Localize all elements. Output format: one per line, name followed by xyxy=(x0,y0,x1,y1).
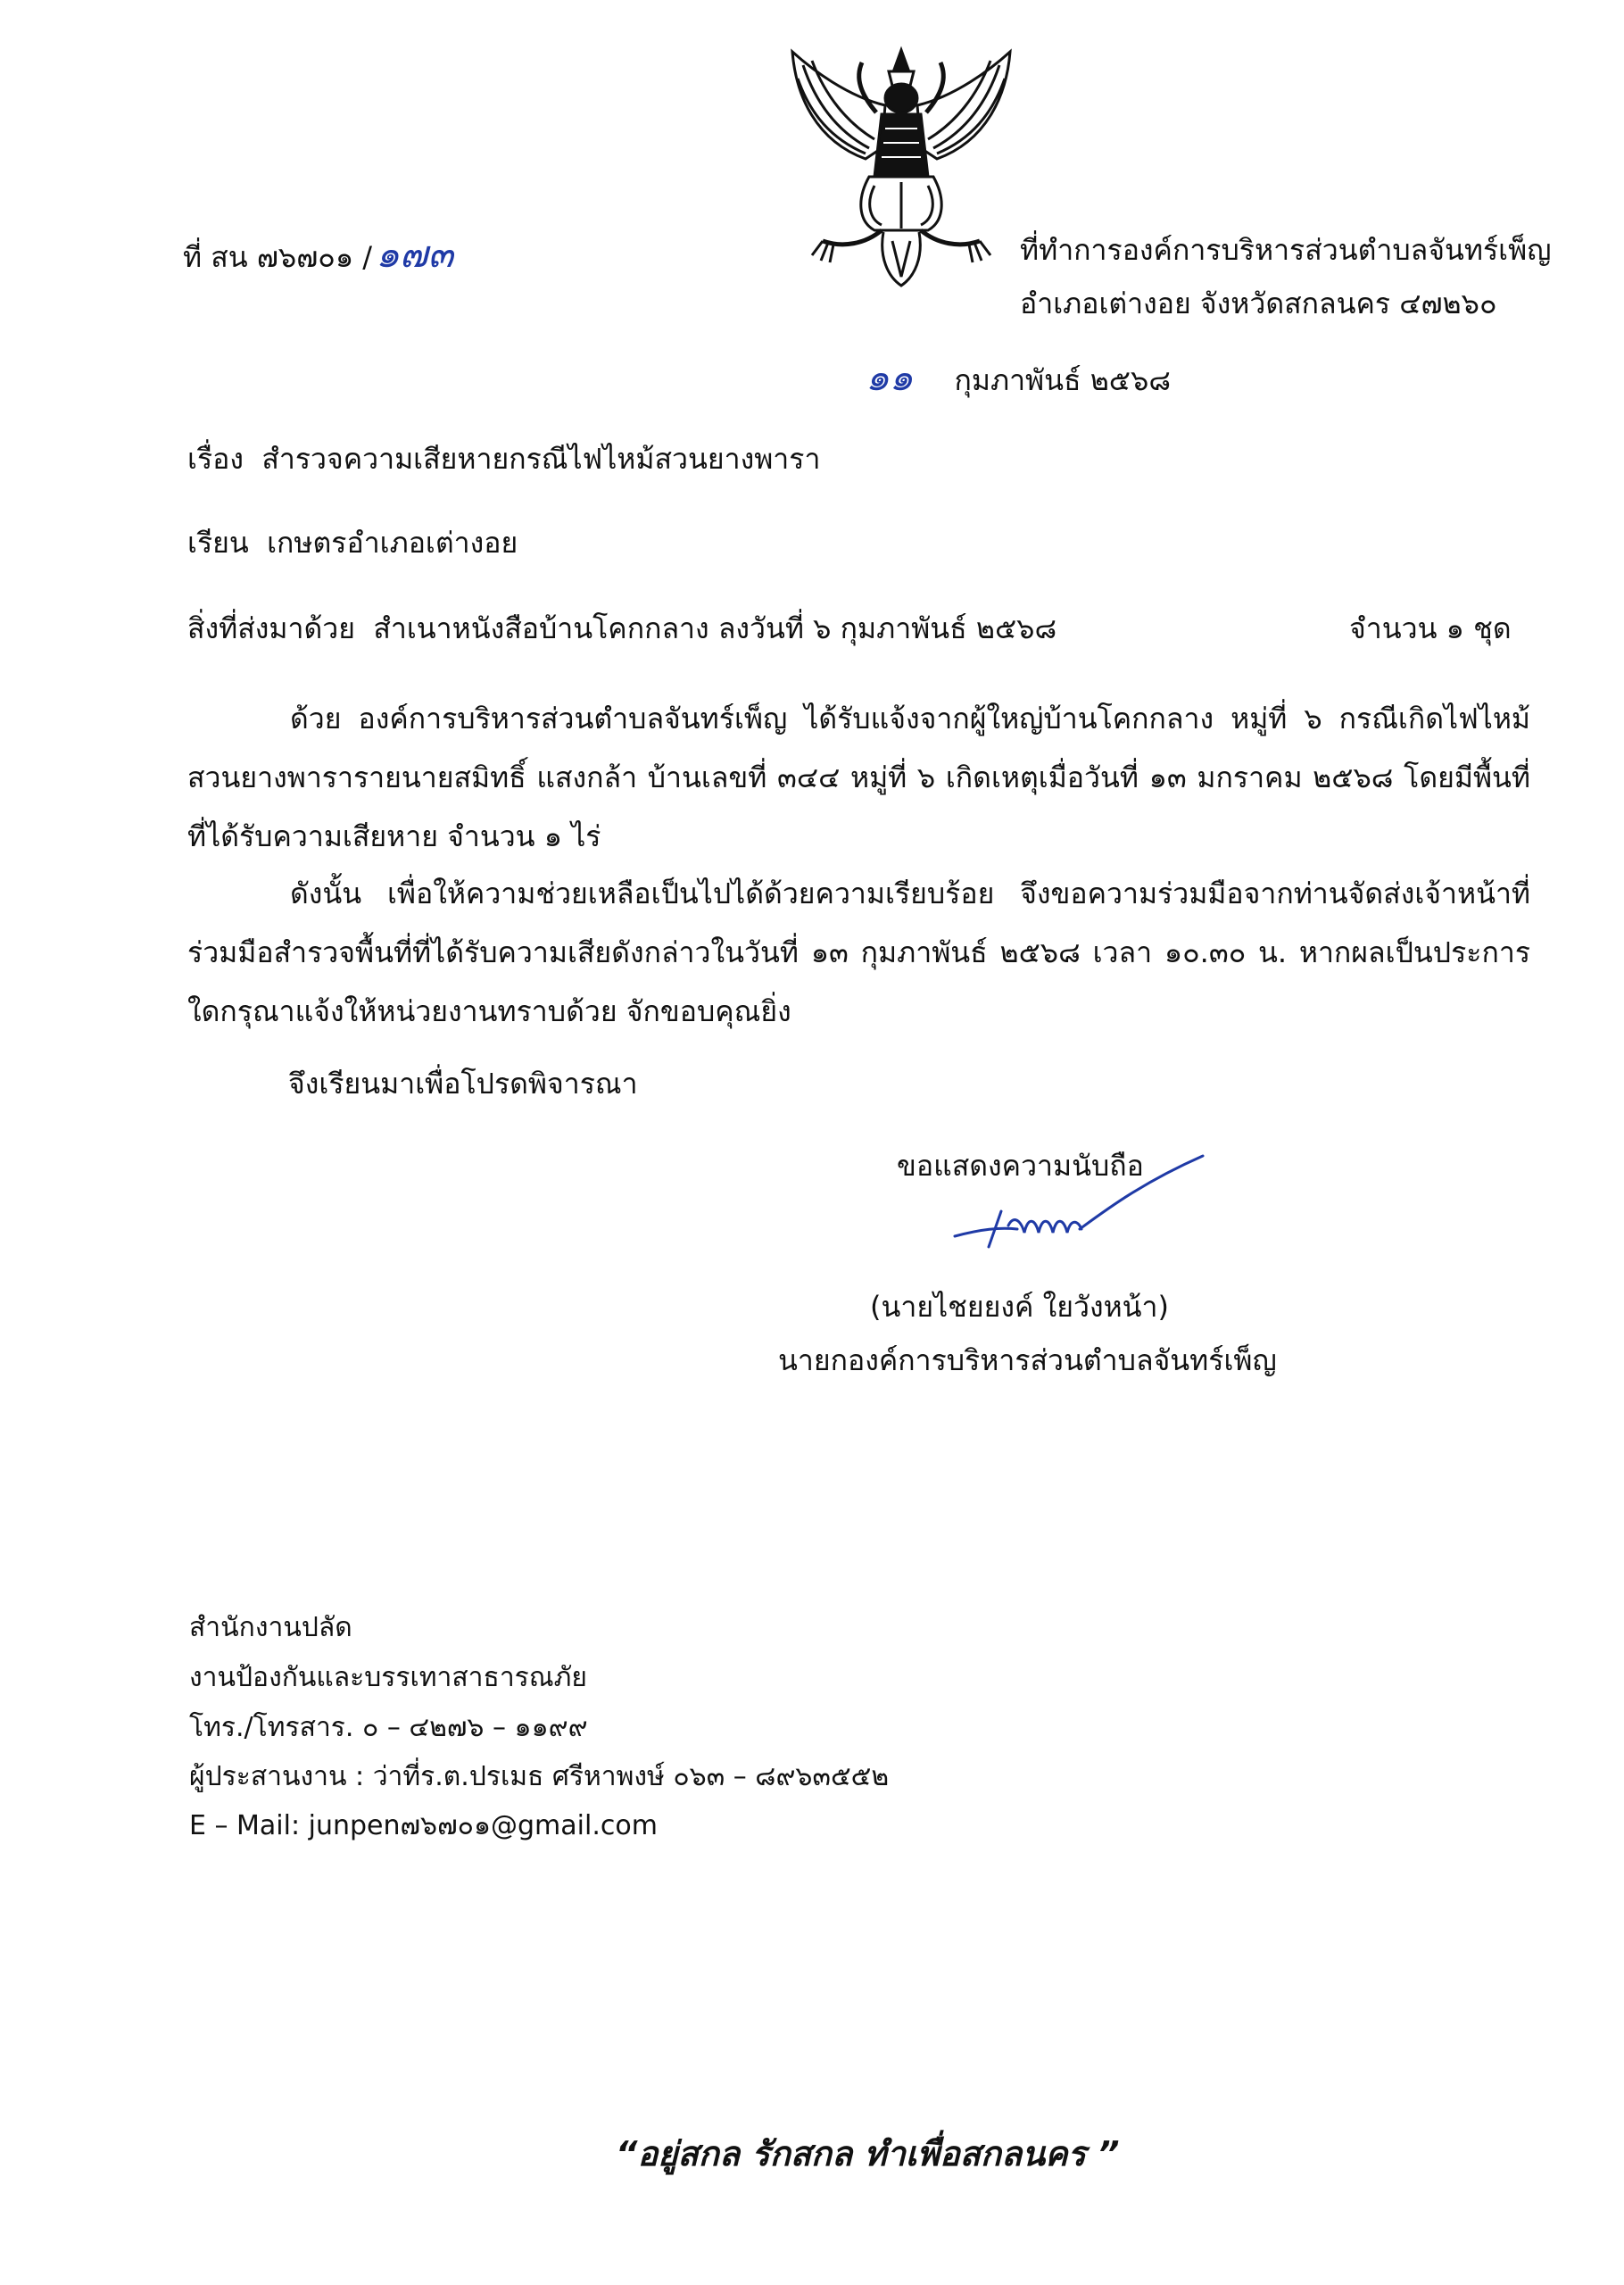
subject-label: เรื่อง xyxy=(187,442,244,476)
signatory-name: (นายไชยยงค์ ใยวังหน้า) xyxy=(870,1290,1169,1324)
enclosure-line xyxy=(187,611,1057,645)
office-address-line2: อำเภอเต่างอย จังหวัดสกลนคร ๔๗๒๖๐ xyxy=(1020,287,1497,320)
footer-coordinator: ผู้ประสานงาน : ว่าที่ร.ต.ปรเมธ ศรีหาพงษ์ ๐๖๓ – ๘๙๖๓๕๕๒ xyxy=(189,1761,890,1792)
addressee-line xyxy=(187,526,518,560)
signatory-position: นายกองค์การบริหารส่วนตำบลจันทร์เพ็ญ xyxy=(778,1343,1277,1377)
enclosure-text: สำเนาหนังสือบ้านโคกกลาง ลงวันที่ ๖ กุมภาพันธ์ ๒๕๖๘ xyxy=(373,611,1057,645)
date-month-year: กุมภาพันธ์ ๒๕๖๘ xyxy=(954,363,1172,397)
reference-handwritten-number: ๑๗๓ xyxy=(376,232,454,276)
motto: “อยู่สกล รักสกล ทำเพื่อสกลนคร ” xyxy=(616,2134,1120,2173)
enclosure-quantity: จำนวน ๑ ชุด xyxy=(1349,611,1512,645)
body-paragraph-1-text: ด้วย องค์การบริหารส่วนตำบลจันทร์เพ็ญ ได้รับแจ้งจากผู้ใหญ่บ้านโคกกลาง หมู่ที่ ๖ กรณีเกิดไฟไหม้สวนยางพารารายนายสมิทธิ์ แสงกล้า บ้านเลขที่ ๓๔๔ หมู่ที่ ๖ เกิดเหตุเมื่อวันที่ ๑๓ มกราคม ๒๕๖๘ โดยมีพื้นที่ที่ได้รับความเสียหาย จำนวน ๑ ไร่ xyxy=(187,702,1530,853)
salutation: ขอแสดงความนับถือ xyxy=(897,1149,1144,1183)
addressee-label: เรียน xyxy=(187,526,249,560)
subject-line xyxy=(187,442,821,476)
office-address-line1: ที่ทำการองค์การบริหารส่วนตำบลจันทร์เพ็ญ xyxy=(1020,233,1552,267)
addressee-text: เกษตรอำเภอเต่างอย xyxy=(267,526,518,560)
signature-icon xyxy=(946,1147,1214,1263)
reference-number xyxy=(183,232,454,276)
subject-text: สำรวจความเสียหายกรณีไฟไหม้สวนยางพารา xyxy=(261,442,821,476)
body-paragraph-2-text: ดังนั้น เพื่อให้ความช่วยเหลือเป็นไปได้ด้วยความเรียบร้อย จึงขอความร่วมมือจากท่านจัดส่งเจ้าหน้าที่ร่วมมือสำรวจพื้นที่ที่ได้รับความเสียดังกล่าวในวันที่ ๑๓ กุมภาพันธ์ ๒๕๖๘ เวลา ๑๐.๓๐ น. หากผลเป็นประการใดกรุณาแจ้งให้หน่วยงานทราบด้วย จักขอบคุณยิ่ง xyxy=(187,877,1530,1028)
body-paragraph-2 xyxy=(187,864,1530,1041)
footer-email: E – Mail: junpen๗๖๗๐๑@gmail.com xyxy=(189,1810,658,1841)
date-day-handwritten: ๑๑ xyxy=(866,355,914,399)
reference-prefix: ที่ สน ๗๖๗๐๑ / xyxy=(183,240,373,274)
footer-phone: โทร./โทรสาร. ๐ – ๔๒๗๖ – ๑๑๙๙ xyxy=(189,1712,588,1743)
enclosure-label: สิ่งที่ส่งมาด้วย xyxy=(187,611,355,645)
closing-line: จึงเรียนมาเพื่อโปรดพิจารณา xyxy=(288,1067,638,1101)
footer-section: งานป้องกันและบรรเทาสาธารณภัย xyxy=(189,1662,587,1693)
footer-department: สำนักงานปลัด xyxy=(189,1612,352,1643)
body-paragraph-1 xyxy=(187,689,1530,866)
garuda-emblem-icon xyxy=(776,43,1026,293)
letter-date xyxy=(866,355,1172,399)
